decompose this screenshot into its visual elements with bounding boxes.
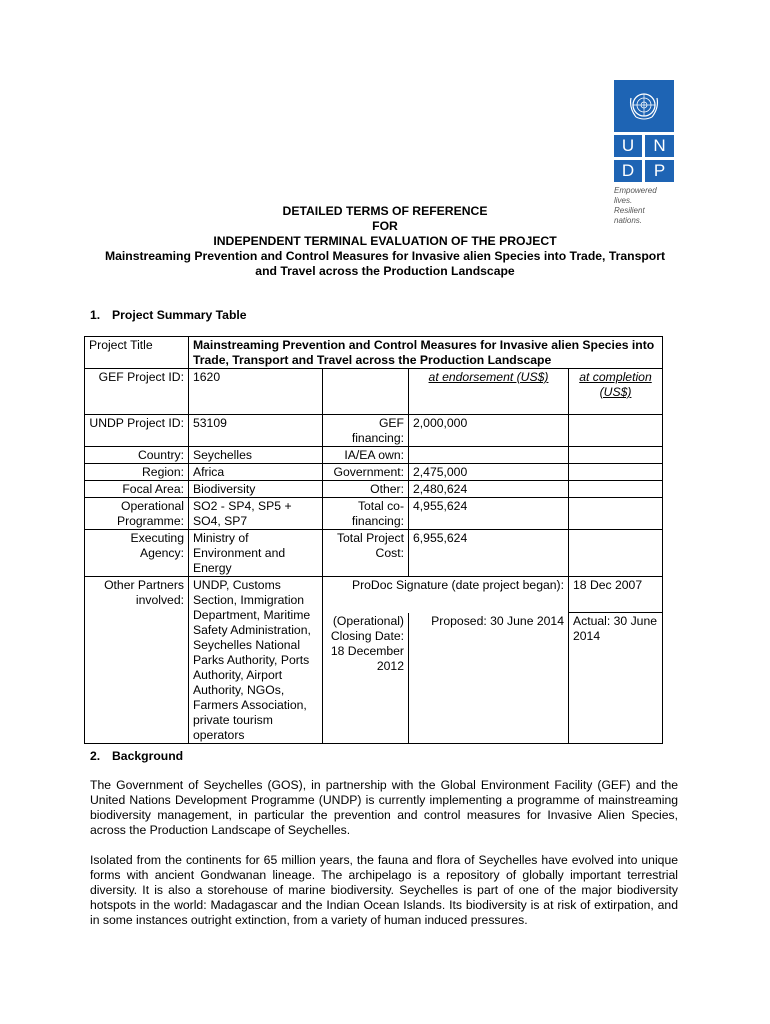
empty-cell [323,369,409,415]
focal-area-value: Biodiversity [189,481,323,498]
table-row [85,577,663,613]
executing-agency-label: Executing Agency: [85,530,189,577]
title-line-1: DETAILED TERMS OF REFERENCE [282,204,488,218]
project-summary-table [84,336,663,744]
undp-letters [614,135,674,182]
region-label: Region: [85,464,189,481]
logo-letter-u: U [614,135,642,157]
closing-date-label-text: (Operational) Closing Date: [330,613,404,643]
co-financing-value: 4,955,624 [409,498,569,530]
other-label: Other: [323,481,409,498]
table-row [85,530,663,577]
actual-closing: Actual: 30 June 2014 [569,613,663,744]
background-paragraph-1: The Government of Seychelles (GOS), in partnership with the Global Environment Facility (GEF) and the United Nations Development Programme (UNDP) is currently implementing a programme of mainstreaming biodiversity management, in particular the prevention and control measures for Invasive Alien Species, across the Production Landscape of Seychelles. [90,778,678,837]
tagline-line-1: Empowered lives. [614,186,657,205]
empty-cell [569,447,663,464]
closing-date-value: 18 December 2012 [330,643,404,673]
gef-id-label: GEF Project ID: [85,369,189,415]
executing-agency-value: Ministry of Environment and Energy [189,530,323,577]
title-line-2: FOR [372,219,398,233]
other-partners-value: UNDP, Customs Section, Immigration Department, Maritime Safety Administration, Seychelles National Parks Authority, Ports Authority, Airport Authority, NGOs, Farmers Association, private tourism operators [189,577,323,744]
table-row [85,447,663,464]
project-title-value: Mainstreaming Prevention and Control Measures for Invasive alien Species into Trade, Transport and Travel across the Production Landscape [189,337,663,369]
table-row [85,415,663,447]
government-value: 2,475,000 [409,464,569,481]
proposed-closing: Proposed: 30 June 2014 [409,613,569,744]
region-value: Africa [189,464,323,481]
undp-id-label: UNDP Project ID: [85,415,189,447]
operational-programme-label: Operational Programme: [85,498,189,530]
section-1-title: Project Summary Table [112,308,247,322]
document-title [60,204,710,279]
empty-cell [569,530,663,577]
gef-financing-value: 2,000,000 [409,415,569,447]
gef-financing-label: GEF financing: [323,415,409,447]
table-row [85,369,663,415]
empty-cell [569,464,663,481]
logo-letter-d: D [614,160,642,182]
empty-cell [569,481,663,498]
un-emblem-icon [624,86,664,126]
title-line-5: and Travel across the Production Landscape [255,264,515,278]
logo-letter-p: P [645,160,674,182]
section-2-title: Background [112,749,184,763]
focal-area-label: Focal Area: [85,481,189,498]
empty-cell [569,498,663,530]
other-value: 2,480,624 [409,481,569,498]
table-row [85,498,663,530]
background-paragraph-2: Isolated from the continents for 65 million years, the fauna and flora of Seychelles have evolved into unique forms with ancient Gondwanan lineage. The archipelago is a repository of globally important terrestrial diversity. It is also a storehouse of marine biodiversity. Seychelles is part of one of the major biodiversity hotspots in the world: Madagascar and the Indian Ocean Islands. Its biodiversity is at risk of extirpation, and in some instances outright extinction, from a variety of human induced pressures. [90,853,678,927]
title-line-4: Mainstreaming Prevention and Control Measures for Invasive alien Species into Trade, Transport [104,249,666,263]
section-1-number: 1. [90,308,101,322]
country-value: Seychelles [189,447,323,464]
section-1-heading [90,308,247,322]
section-2-heading [90,749,183,763]
table-row [85,481,663,498]
total-cost-value: 6,955,624 [409,530,569,577]
gef-id-value: 1620 [189,369,323,415]
at-completion-header: at completion (US$) [569,369,663,415]
undp-id-value: 53109 [189,415,323,447]
iaea-label: IA/EA own: [323,447,409,464]
country-label: Country: [85,447,189,464]
section-2-number: 2. [90,749,101,763]
empty-cell [569,415,663,447]
other-partners-label: Other Partners involved: [85,577,189,744]
project-title-label: Project Title [85,337,189,369]
empty-cell [409,447,569,464]
table-row [85,464,663,481]
operational-programme-value: SO2 - SP4, SP5 + SO4, SP7 [189,498,323,530]
at-endorsement-header: at endorsement (US$) [409,369,569,415]
un-emblem-block [614,80,674,132]
prodoc-signature-label: ProDoc Signature (date project began): [323,577,569,613]
total-cost-label: Total Project Cost: [323,530,409,577]
tagline-line-2: Resilient nations. [614,206,645,225]
title-line-3: INDEPENDENT TERMINAL EVALUATION OF THE PROJECT [213,234,557,248]
closing-date-label [323,613,409,744]
logo-letter-n: N [645,135,674,157]
government-label: Government: [323,464,409,481]
prodoc-signature-value: 18 Dec 2007 [569,577,663,613]
table-row [85,337,663,369]
co-financing-label: Total co-financing: [323,498,409,530]
